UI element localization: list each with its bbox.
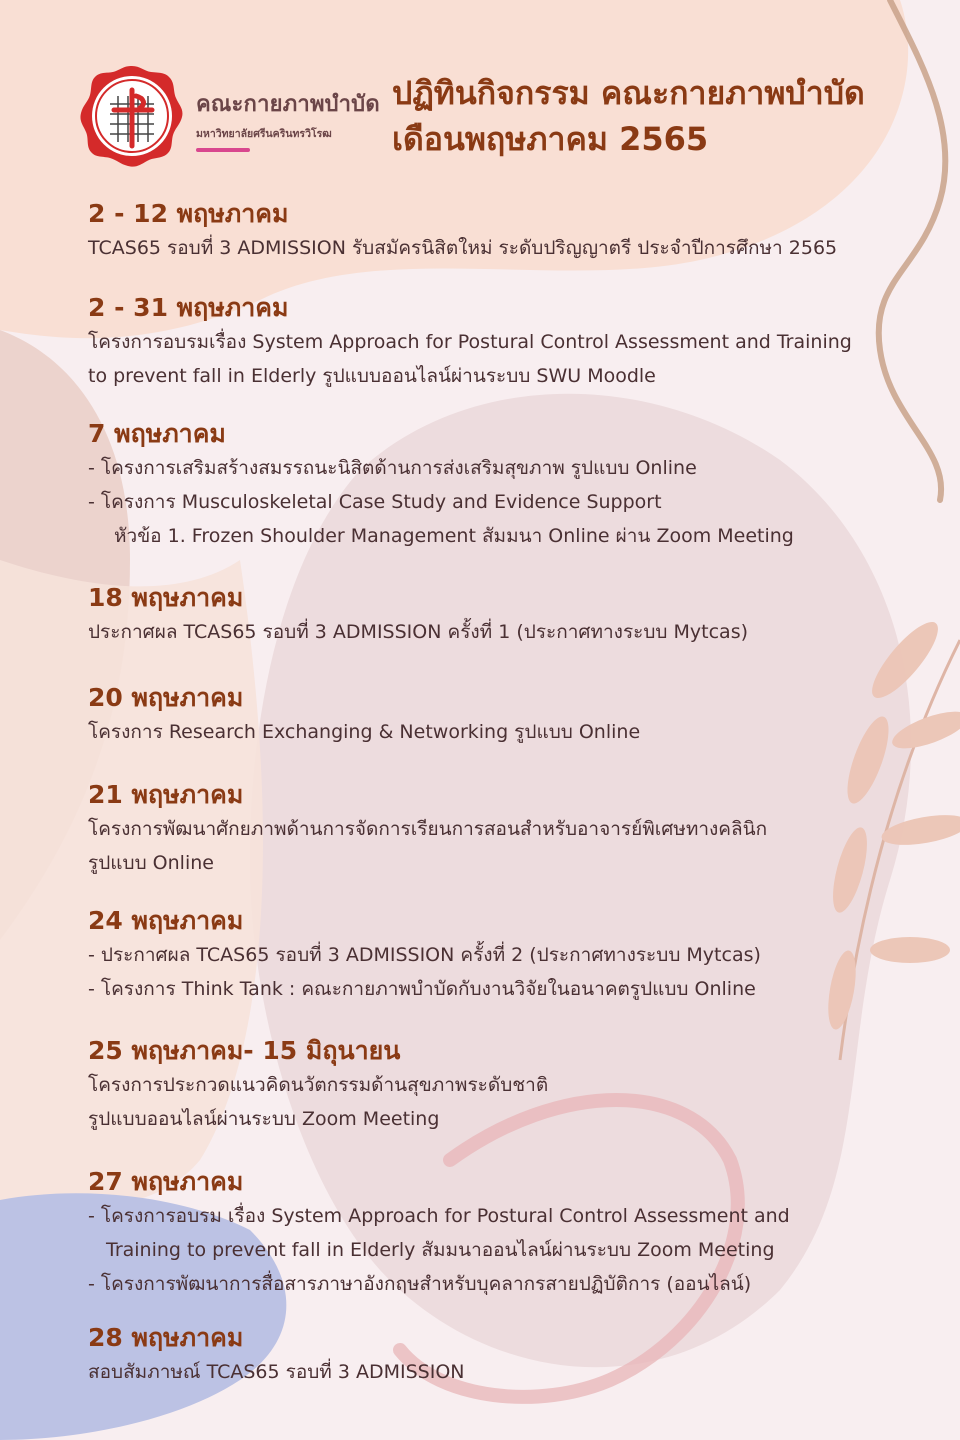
event-may-2-12 (88, 197, 938, 265)
event-line: to prevent fall in Elderly รูปแบบออนไลน์ผ่านระบบ SWU Moodle (88, 365, 656, 387)
event-date: 20 พฤษภาคม (88, 683, 244, 712)
event-line: Training to prevent fall in Elderly สัมมนาออนไลน์ผ่านระบบ Zoom Meeting (106, 1239, 775, 1261)
faculty-logo-icon (80, 64, 184, 168)
event-may-7 (88, 417, 938, 553)
event-line: - โครงการ Musculoskeletal Case Study and Evidence Support (88, 491, 662, 513)
event-line: หัวข้อ 1. Frozen Shoulder Management สัมมนา Online ผ่าน Zoom Meeting (114, 525, 794, 547)
event-line: TCAS65 รอบที่ 3 ADMISSION รับสมัครนิสิตใหม่ ระดับปริญญาตรี ประจำปีการศึกษา 2565 (88, 237, 838, 259)
event-line: - โครงการพัฒนาการสื่อสารภาษาอังกฤษสำหรับบุคลากรสายปฏิบัติการ (ออนไลน์) (88, 1273, 752, 1295)
faculty-name: คณะกายภาพบำบัด (196, 92, 380, 117)
page-title (392, 70, 932, 162)
logo-wordmark (196, 86, 380, 152)
event-date: 28 พฤษภาคม (88, 1323, 244, 1352)
event-may-20 (88, 681, 938, 749)
logo-accent-bar (196, 148, 250, 152)
title-line-2: เดือนพฤษภาคม 2565 (392, 120, 709, 158)
event-line: รูปแบบ Online (88, 852, 214, 874)
event-line: รูปแบบออนไลน์ผ่านระบบ Zoom Meeting (88, 1108, 440, 1130)
event-may-2-31 (88, 291, 938, 393)
event-line: - โครงการ Think Tank : คณะกายภาพบำบัดกับงานวิจัยในอนาคตรูปแบบ Online (88, 978, 756, 1000)
event-line: - โครงการอบรม เรื่อง System Approach for Postural Control Assessment and (88, 1205, 790, 1227)
university-name: มหาวิทยาลัยศรีนครินทรวิโรฒ (196, 128, 332, 140)
event-line: สอบสัมภาษณ์ TCAS65 รอบที่ 3 ADMISSION (88, 1361, 465, 1383)
event-line: โครงการ Research Exchanging & Networking รูปแบบ Online (88, 721, 641, 743)
event-date: 7 พฤษภาคม (88, 419, 226, 448)
event-line: - โครงการเสริมสร้างสมรรถนะนิสิตด้านการส่งเสริมสุขภาพ รูปแบบ Online (88, 457, 697, 479)
event-date: 21 พฤษภาคม (88, 780, 244, 809)
event-date: 27 พฤษภาคม (88, 1167, 244, 1196)
event-may-28 (88, 1321, 938, 1389)
event-may-21 (88, 778, 938, 880)
event-line: โครงการประกวดแนวคิดนวัตกรรมด้านสุขภาพระดับชาติ (88, 1074, 549, 1096)
event-date: 2 - 12 พฤษภาคม (88, 199, 289, 228)
event-line: - ประกาศผล TCAS65 รอบที่ 3 ADMISSION ครั้งที่ 2 (ประกาศทางระบบ Mytcas) (88, 944, 761, 966)
event-line: โครงการพัฒนาศักยภาพด้านการจัดการเรียนการสอนสำหรับอาจารย์พิเศษทางคลินิก (88, 818, 768, 840)
event-line: ประกาศผล TCAS65 รอบที่ 3 ADMISSION ครั้งที่ 1 (ประกาศทางระบบ Mytcas) (88, 621, 749, 643)
event-may-27 (88, 1165, 938, 1301)
event-date: 18 พฤษภาคม (88, 583, 244, 612)
title-line-1: ปฏิทินกิจกรรม คณะกายภาพบำบัด (392, 74, 865, 112)
event-date: 25 พฤษภาคม- 15 มิถุนายน (88, 1036, 401, 1065)
event-date: 24 พฤษภาคม (88, 906, 244, 935)
event-may-24 (88, 904, 938, 1006)
event-may-18 (88, 581, 938, 649)
event-may-25-jun-15 (88, 1034, 938, 1136)
event-date: 2 - 31 พฤษภาคม (88, 293, 289, 322)
event-line: โครงการอบรมเรื่อง System Approach for Postural Control Assessment and Training (88, 331, 852, 353)
